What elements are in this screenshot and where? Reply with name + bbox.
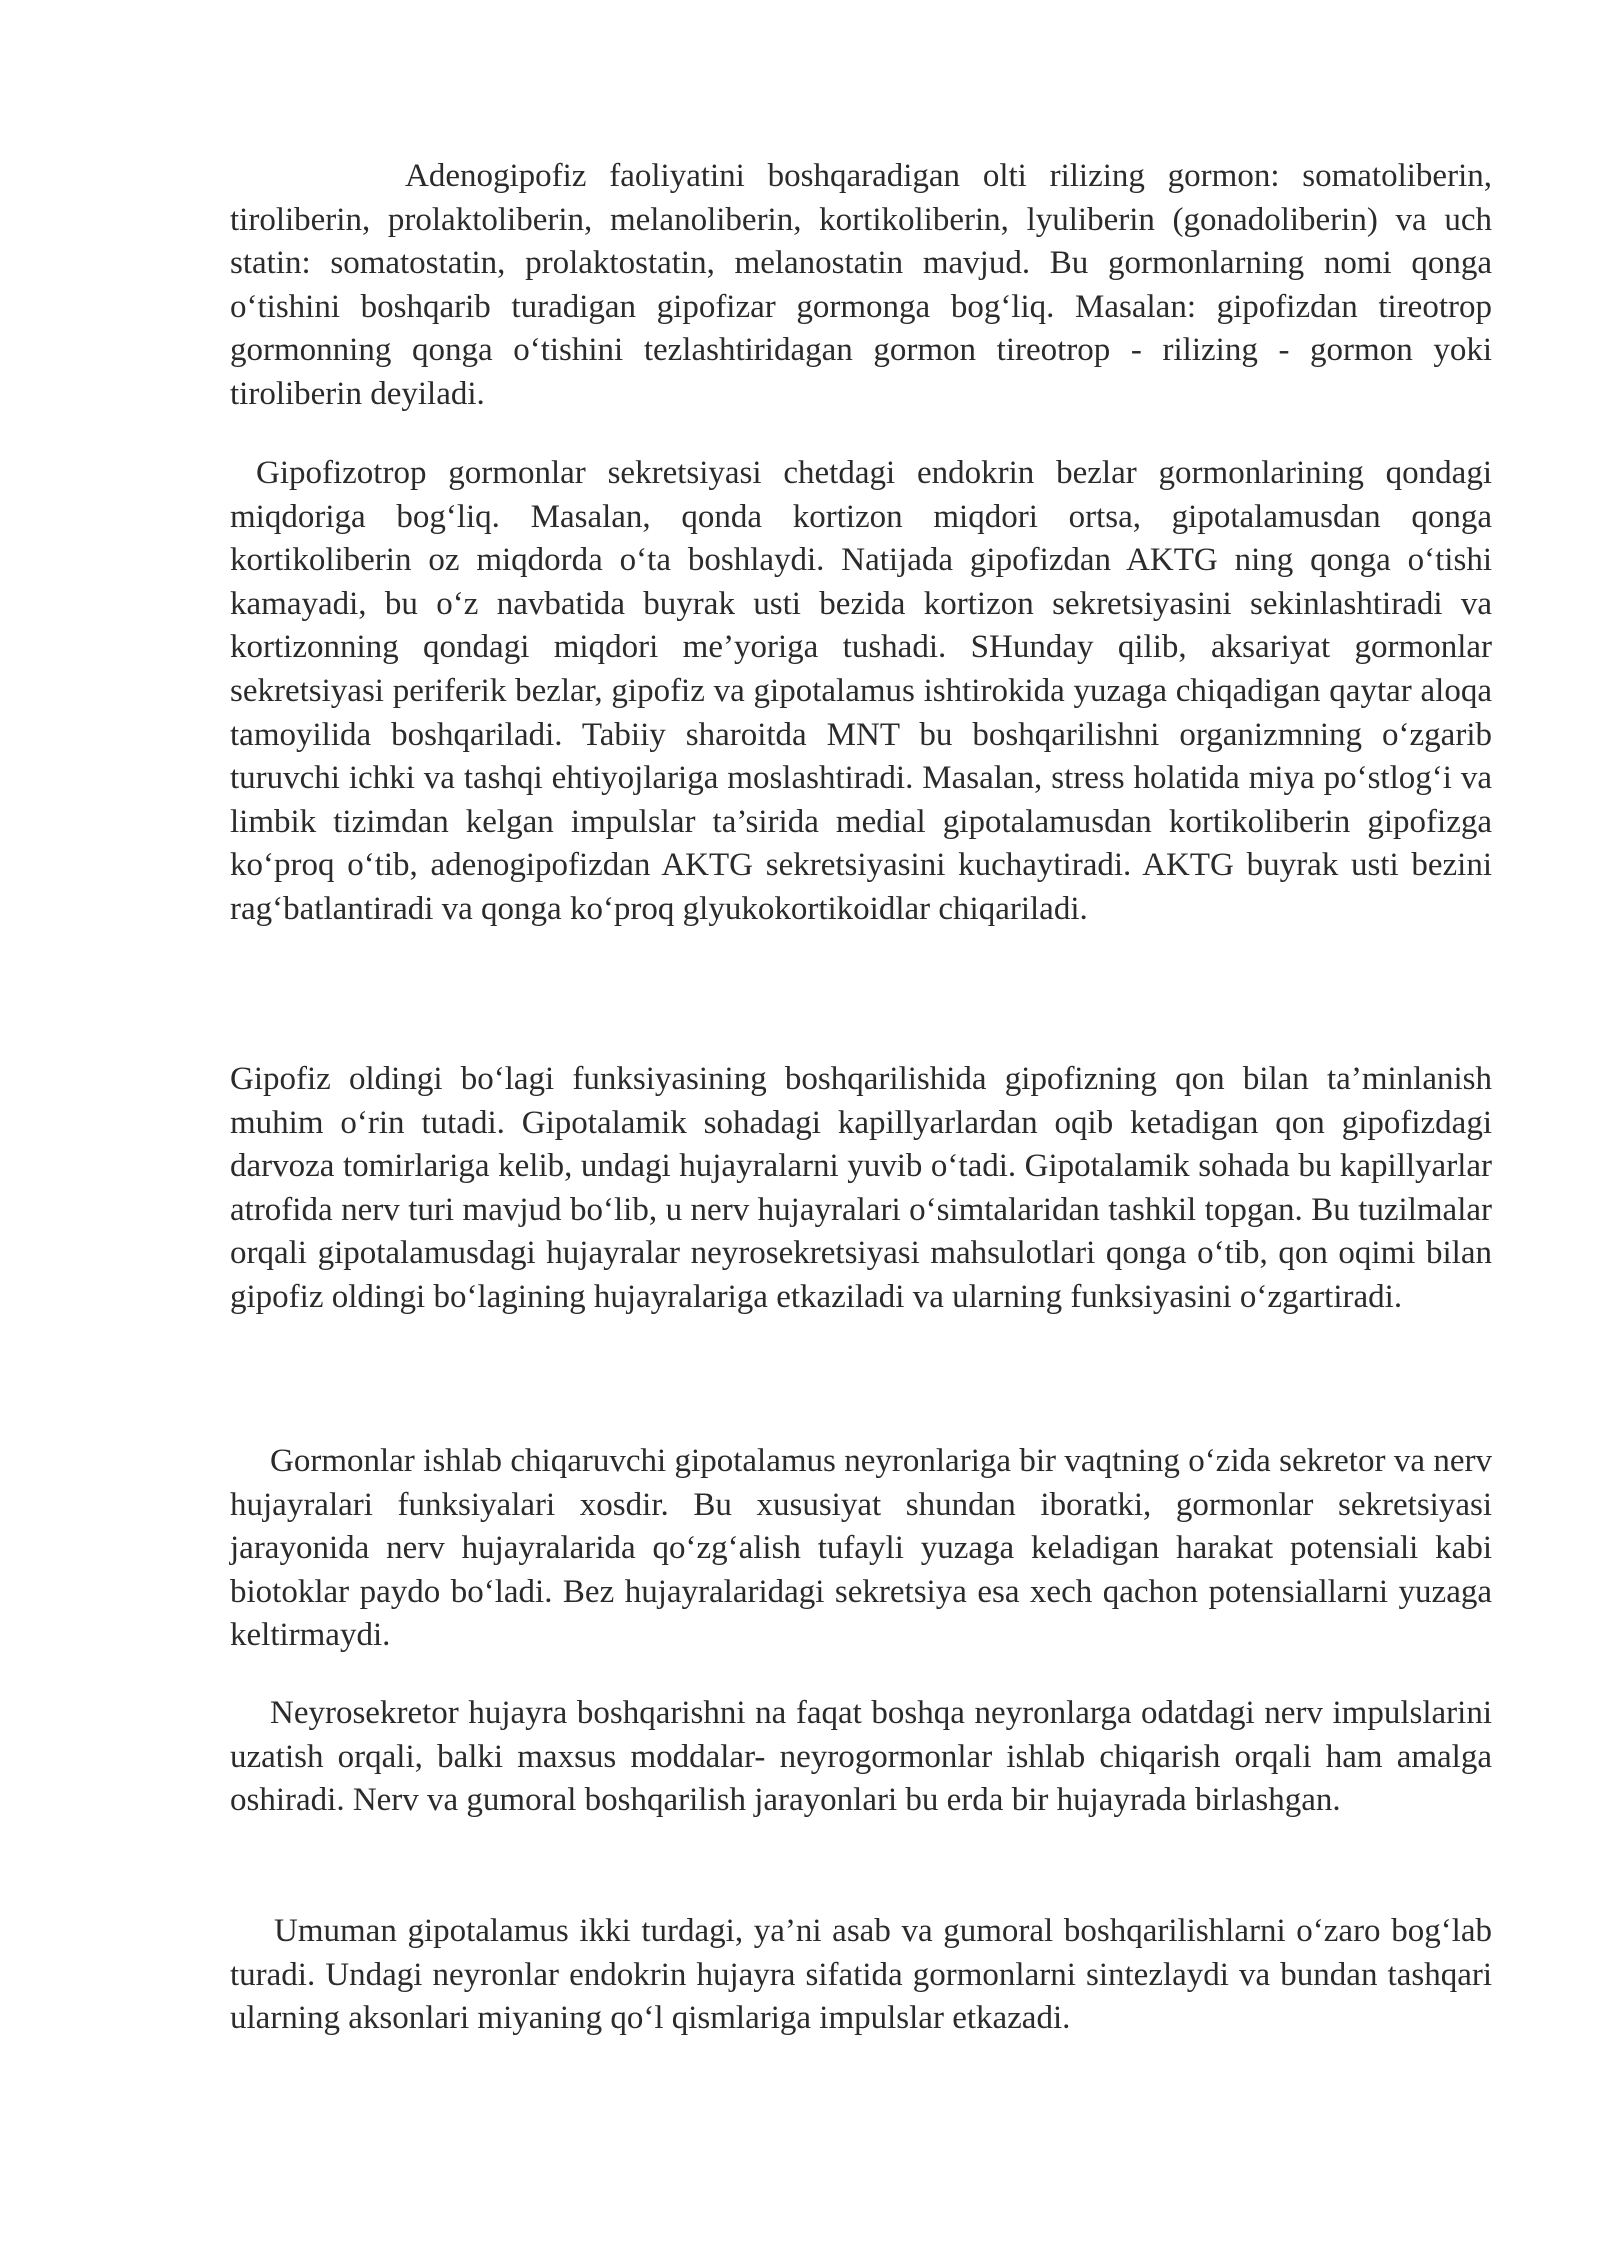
paragraph-text: Gormonlar ishlab chiqaruvchi gipotalamus neyronlariga bir vaqtning o‘zida sekretor va nerv hujayralari funksiyalari xosdir. Bu xususiyat shundan iboratki, gormonlar sekretsiyasi jarayonida nerv hujayralarida qo‘zg‘alish tufayli yuzaga keladigan harakat potensiali kabi biotoklar paydo bo‘ladi. Bez hujayralaridagi sekretsiya esa xech qachon potensiallarni yuzaga keltirmaydi. xyxy=(230,1443,1492,1654)
paragraph-text: Gipofizotrop gormonlar sekretsiyasi chetdagi endokrin bezlar gormonlarining qondagi miqdoriga bog‘liq. Masalan, qonda kortizon miqdori ortsa, gipotalamusdan qonga kortikoliberin oz miqdorda o‘ta boshlaydi. Natijada gipofizdan AKTG ning qonga o‘tishi kamayadi, bu o‘z navbatida buyrak usti bezida kortizon sekretsiyasini sekinlashtiradi va kortizonning qondagi miqdori me’yoriga tushadi. SHunday qilib, aksariyat gormonlar sekretsiyasi periferik bezlar, gipofiz va gipotalamus ishtirokida yuzaga chiqadigan qaytar aloqa tamoyilida boshqariladi. Tabiiy sharoitda MNT bu boshqarilishni organizmning o‘zgarib turuvchi ichki va tashqi ehtiyojlariga moslashtiradi. Masalan, stress holatida miya po‘stlog‘i va limbik tizimdan kelgan impulslar ta’sirida medial gipotalamusdan kortikoliberin gipofizga ko‘proq o‘tib, adenogipofizdan AKTG sekretsiyasini kuchaytiradi. AKTG buyrak usti bezini rag‘batlantiradi va qonga ko‘proq glyukokortikoidlar chiqariladi. xyxy=(230,455,1492,927)
paragraph-6 xyxy=(230,1910,1492,2041)
paragraph-5 xyxy=(230,1692,1492,1823)
paragraph-2 xyxy=(230,452,1492,932)
paragraph-text: Neyrosekretor hujayra boshqarishni na faqat boshqa neyronlarga odatdagi nerv impulslarini uzatish orqali, balki maxsus moddalar- neyrogormonlar ishlab chiqarish orqali ham amalga oshiradi. Nerv va gumoral boshqarilish jarayonlari bu erda bir hujayrada birlashgan. xyxy=(230,1695,1492,1819)
paragraph-3 xyxy=(230,1058,1492,1320)
paragraph-1 xyxy=(230,155,1492,417)
paragraph-text: Umuman gipotalamus ikki turdagi, ya’ni asab va gumoral boshqarilishlarni o‘zaro bog‘lab turadi. Undagi neyronlar endokrin hujayra sifatida gormonlarni sintezlaydi va bundan tashqari ularning aksonlari miyaning qo‘l qismlariga impulslar etkazadi. xyxy=(230,1913,1492,2037)
paragraph-text: Adenogipofiz faoliyatini boshqaradigan olti rilizing gormon: somatoliberin, tiroliberin, prolaktoliberin, melanoliberin, kortikoliberin, lyuliberin (gonadoliberin) va uch statin: somatostatin, prolaktostatin, melanostatin mavjud. Bu gormonlarning nomi qonga o‘tishini boshqarib turadigan gipofizar gormonga bog‘liq. Masalan: gipofizdan tireotrop gormonning qonga o‘tishini tezlashtiridagan gormon tireotrop - rilizing - gormon yoki tiroliberin deyiladi. xyxy=(230,158,1492,412)
paragraph-4 xyxy=(230,1440,1492,1658)
paragraph-text: Gipofiz oldingi bo‘lagi funksiyasining boshqarilishida gipofizning qon bilan ta’minlanish muhim o‘rin tutadi. Gipotalamik sohadagi kapillyarlardan oqib ketadigan qon gipofizdagi darvoza tomirlariga kelib, undagi hujayralarni yuvib o‘tadi. Gipotalamik sohada bu kapillyarlar atrofida nerv turi mavjud bo‘lib, u nerv hujayralari o‘simtalaridan tashkil topgan. Bu tuzilmalar orqali gipotalamusdagi hujayralar neyrosekretsiyasi mahsulotlari qonga o‘tib, qon oqimi bilan gipofiz oldingi bo‘lagining hujayralariga etkaziladi va ularning funksiyasini o‘zgartiradi. xyxy=(230,1061,1492,1315)
